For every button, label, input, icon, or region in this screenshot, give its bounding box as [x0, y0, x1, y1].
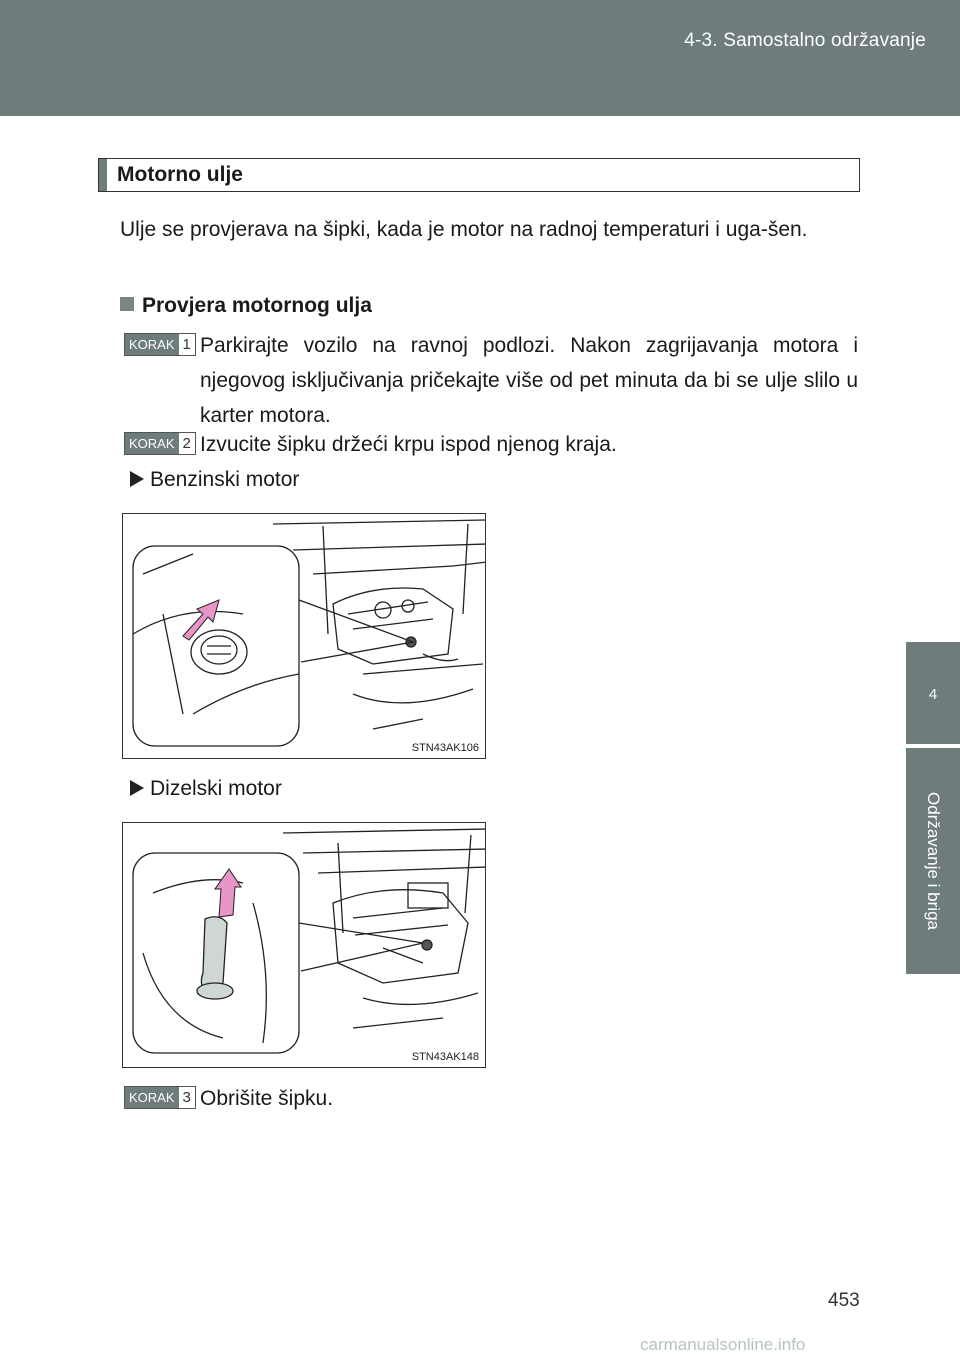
step-text-2: Izvucite šipku držeći krpu ispod njenog kraja.: [200, 433, 617, 456]
header-bar: [0, 0, 960, 116]
section-title: Motorno ulje: [117, 163, 243, 186]
chapter-tab-text: Održavanje i briga: [924, 792, 943, 930]
section-accent: [99, 159, 107, 191]
page-number: 453: [828, 1290, 860, 1311]
step-badge-3: [124, 1086, 196, 1109]
step-badge-2: [124, 432, 196, 455]
diesel-engine-illustration: [123, 823, 486, 1068]
step-text-1: Parkirajte vozilo na ravnoj podlozi. Nakon zagrijavanja motora i njegovog isključivanja pričekajte više od pet minuta da bi se ulje slilo u karter motora.: [200, 334, 858, 427]
step-badge-number: 3: [179, 1087, 195, 1108]
subheading-text: Provjera motornog ulja: [142, 294, 372, 317]
variant-label-text: Dizelski motor: [150, 777, 282, 800]
intro-paragraph: Ulje se provjerava na šipki, kada je motor na radnoj temperaturi i uga-šen.: [120, 218, 808, 241]
watermark: carmanualsonline.info: [640, 1335, 806, 1354]
variant-label-petrol: [130, 468, 299, 492]
section-heading: [98, 158, 860, 192]
step-text-3: Obrišite šipku.: [200, 1087, 334, 1110]
step-badge-number: 2: [179, 433, 195, 454]
step-badge-label: KORAK: [125, 433, 179, 454]
figure-diesel-engine: [122, 822, 486, 1068]
petrol-engine-illustration: [123, 514, 486, 759]
chapter-tab-number[interactable]: 4: [906, 642, 960, 744]
triangle-bullet-icon: [130, 780, 144, 796]
step-badge-1: [124, 333, 196, 356]
variant-label-text: Benzinski motor: [150, 468, 300, 491]
step-badge-label: KORAK: [125, 1087, 179, 1108]
variant-label-diesel: [130, 777, 282, 801]
square-bullet-icon: [120, 297, 134, 311]
step-badge-number: 1: [179, 334, 195, 355]
triangle-bullet-icon: [130, 471, 144, 487]
chapter-tab-label[interactable]: [906, 748, 960, 974]
step-badge-label: KORAK: [125, 334, 179, 355]
figure-petrol-engine: [122, 513, 486, 759]
subheading: [120, 292, 372, 320]
figure-code: STN43AK148: [411, 1051, 479, 1063]
chapter-title: 4-3. Samostalno održavanje: [684, 30, 926, 51]
figure-code: STN43AK106: [411, 742, 479, 754]
